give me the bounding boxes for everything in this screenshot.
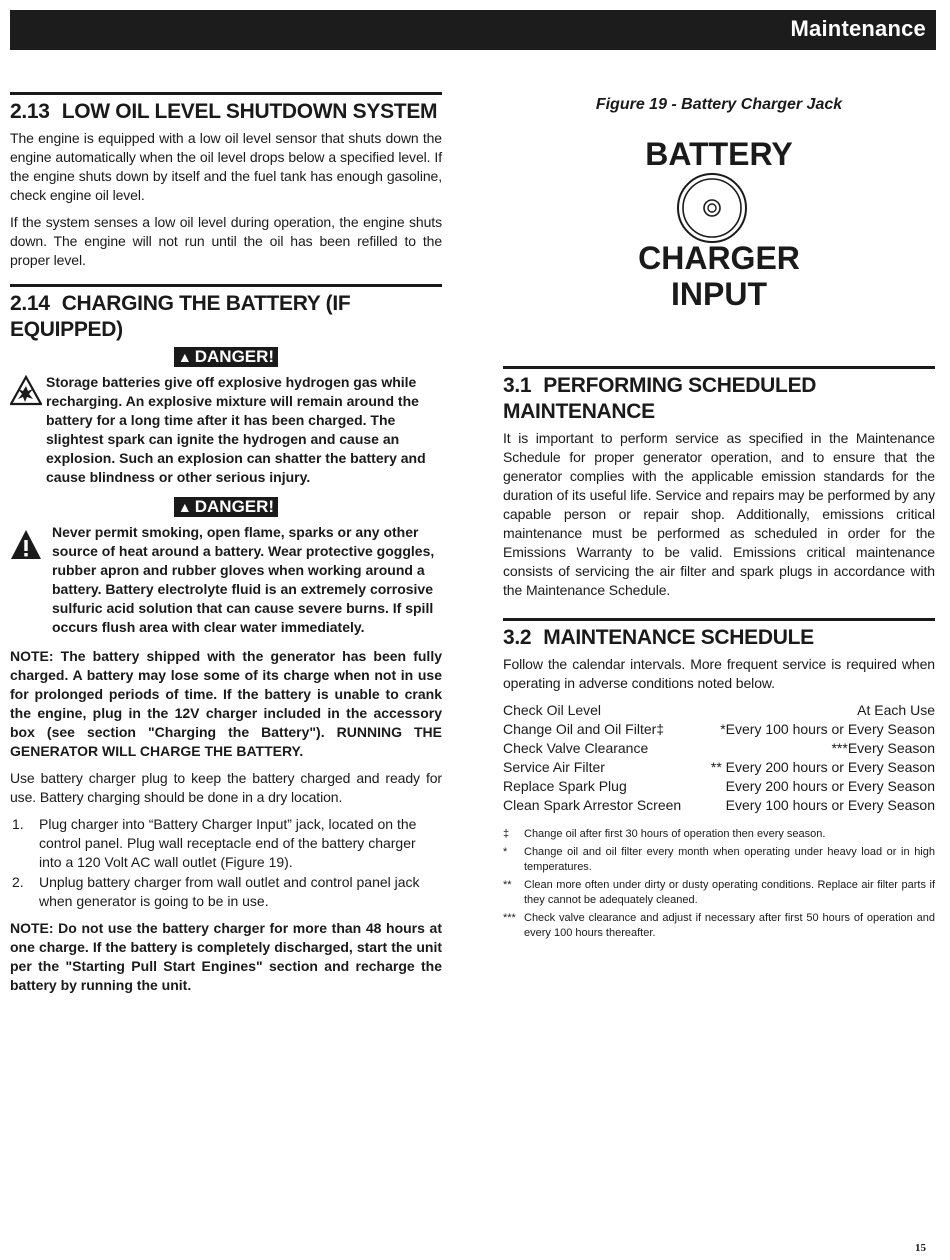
footnote: [503, 845, 935, 875]
task-cell: Change Oil and Oil Filter‡: [503, 721, 665, 737]
danger-text: Storage batteries give off explosive hydrogen gas while recharging. An explosive mixture will remain around the battery for a long time after it has been charged. The slightest spark can ignite the hydrogen and cause an explosion. Such an explosion can shatter the battery and cause blindness or other serious injury.: [46, 374, 426, 485]
schedule-footnotes: [503, 827, 935, 941]
figure-label-line: INPUT: [671, 276, 767, 312]
task-cell: Replace Spark Plug: [503, 778, 627, 794]
heading-number: 3.1: [503, 374, 532, 397]
danger-label-row: [10, 497, 442, 517]
step-text: Unplug battery charger from wall outlet and control panel jack when generator is going to be in use.: [39, 874, 420, 909]
footnote: [503, 911, 935, 941]
figure-label-line: CHARGER: [638, 240, 800, 276]
footnote-text: Clean more often under dirty or dusty operating conditions. Replace air filter parts if they cannot be adequately cleaned.: [524, 879, 935, 906]
figure-caption: Figure 19 - Battery Charger Jack: [595, 96, 843, 113]
right-column: [503, 96, 935, 944]
task-cell: Clean Spark Arrestor Screen: [503, 797, 682, 813]
heading-text: CHARGING THE BATTERY (IF EQUIPPED): [10, 292, 351, 341]
footnote-text: Change oil after first 30 hours of operation then every season.: [524, 828, 826, 840]
section-title: Maintenance: [790, 16, 926, 41]
paragraph: It is important to perform service as specified in the Maintenance Schedule for proper generator operation, and to ensure that the generator complies with the applicable emission standards for the duration of its useful life. Service and repairs may be performed by any capable person or repair shop. Additionally, emissions critical maintenance must be performed as scheduled in order for the Emissions Warranty to be valid. Emissions critical maintenance consists of servicing the air filter and spark plugs in accordance with the Maintenance Schedule.: [503, 430, 935, 598]
table-row: [503, 720, 935, 739]
table-row: [503, 701, 935, 720]
interval-cell: *Every 100 hours or Every Season: [720, 721, 935, 737]
footnote-mark: **: [503, 879, 512, 891]
danger-label: DANGER!: [194, 497, 275, 516]
warning-triangle-icon: ▲: [177, 349, 192, 365]
interval-cell: Every 200 hours or Every Season: [725, 778, 935, 794]
heading-number: 2.13: [10, 100, 50, 123]
danger-text: Never permit smoking, open flame, sparks or any other source of heat around a battery. Wear protective goggles, rubber apron and rubber gloves when working around a battery. Battery electrolyte fluid is an extremely corrosive sulfuric acid solution that can cause severe burns. If spill occurs flush area with clear water immediately.: [52, 524, 435, 635]
list-item: [10, 873, 442, 911]
heading-3-2: [503, 618, 935, 651]
danger-label-row: [10, 347, 442, 367]
interval-cell: At Each Use: [857, 702, 935, 718]
step-number: 2.: [12, 874, 24, 890]
steps-list: [10, 815, 442, 911]
explosion-hazard-icon: [10, 375, 42, 407]
footnote-mark: *: [503, 846, 508, 858]
exclamation-warning-icon: [10, 529, 42, 561]
footnote-text: Change oil and oil filter every month when operating under heavy load or in high temperatures.: [524, 846, 935, 873]
danger-badge: [174, 497, 278, 517]
table-row: [503, 777, 935, 796]
paragraph: If the system senses a low oil level during operation, the engine shuts down. The engine will not run until the oil has been refilled to the proper level.: [10, 214, 442, 268]
warning-triangle-icon: ▲: [177, 499, 192, 515]
page-number: 15: [915, 1242, 926, 1254]
heading-text: MAINTENANCE SCHEDULE: [543, 626, 814, 649]
footnote: [503, 878, 935, 908]
header-bar: [10, 10, 936, 50]
heading-text: LOW OIL LEVEL SHUTDOWN SYSTEM: [61, 100, 438, 123]
task-cell: Check Valve Clearance: [503, 740, 649, 756]
step-number: 1.: [12, 816, 24, 832]
interval-cell: ***Every Season: [831, 740, 935, 756]
paragraph: The engine is equipped with a low oil level sensor that shuts down the engine automatically when the oil level drops below a specified level. If the engine shuts down by itself and the fuel tank has enough gasoline, check engine oil level.: [10, 130, 442, 203]
paragraph: Use battery charger plug to keep the battery charged and ready for use. Battery charging should be done in a dry location.: [10, 770, 442, 805]
danger-badge: [174, 347, 278, 367]
note-paragraph: NOTE: The battery shipped with the generator has been fully charged. A battery may lose some of its charge when not in use for prolonged periods of time. If the battery is unable to crank the engine, plug in the 12V charger included in the accessory box (see section "Charging the Battery"). RUNNING THE GENERATOR WILL CHARGE THE BATTERY.: [10, 648, 442, 759]
footnote: [503, 827, 935, 842]
danger-warning-battery: [10, 523, 442, 637]
heading-2-14: [10, 284, 442, 343]
footnote-mark: ***: [503, 912, 516, 924]
charger-jack-icon: [676, 172, 748, 244]
task-cell: Check Oil Level: [503, 702, 602, 718]
heading-3-1: [503, 366, 935, 425]
interval-cell: Every 100 hours or Every Season: [725, 797, 935, 813]
task-cell: Service Air Filter: [503, 759, 605, 775]
figure-label-line: BATTERY: [645, 136, 793, 172]
table-row: [503, 739, 935, 758]
heading-number: 2.14: [10, 292, 50, 315]
danger-label: DANGER!: [194, 347, 275, 366]
heading-2-13: [10, 92, 442, 125]
interval-cell: ** Every 200 hours or Every Season: [710, 759, 935, 775]
heading-number: 3.2: [503, 626, 532, 649]
left-column: [10, 92, 442, 1003]
step-text: Plug charger into “Battery Charger Input” jack, located on the control panel. Plug wall receptacle end of the battery charger into a 120 Volt AC wall outlet (Figure 19).: [39, 816, 417, 870]
battery-charger-figure: [503, 114, 935, 336]
danger-warning-explosion: [10, 373, 442, 487]
table-row: [503, 758, 935, 777]
maintenance-schedule-table: [503, 701, 935, 815]
heading-text: PERFORMING SCHEDULED MAINTENANCE: [503, 374, 817, 423]
footnote-text: Check valve clearance and adjust if necessary after first 50 hours of operation and every 100 hours thereafter.: [524, 912, 935, 939]
list-item: [10, 815, 442, 872]
footnote-mark: ‡: [503, 828, 510, 840]
table-row: [503, 796, 935, 815]
note-paragraph: NOTE: Do not use the battery charger for more than 48 hours at one charge. If the battery is completely discharged, start the unit per the "Starting Pull Start Engines" section and recharge the battery by running the unit.: [10, 920, 442, 993]
paragraph: Follow the calendar intervals. More frequent service is required when operating in adverse conditions noted below.: [503, 656, 935, 691]
